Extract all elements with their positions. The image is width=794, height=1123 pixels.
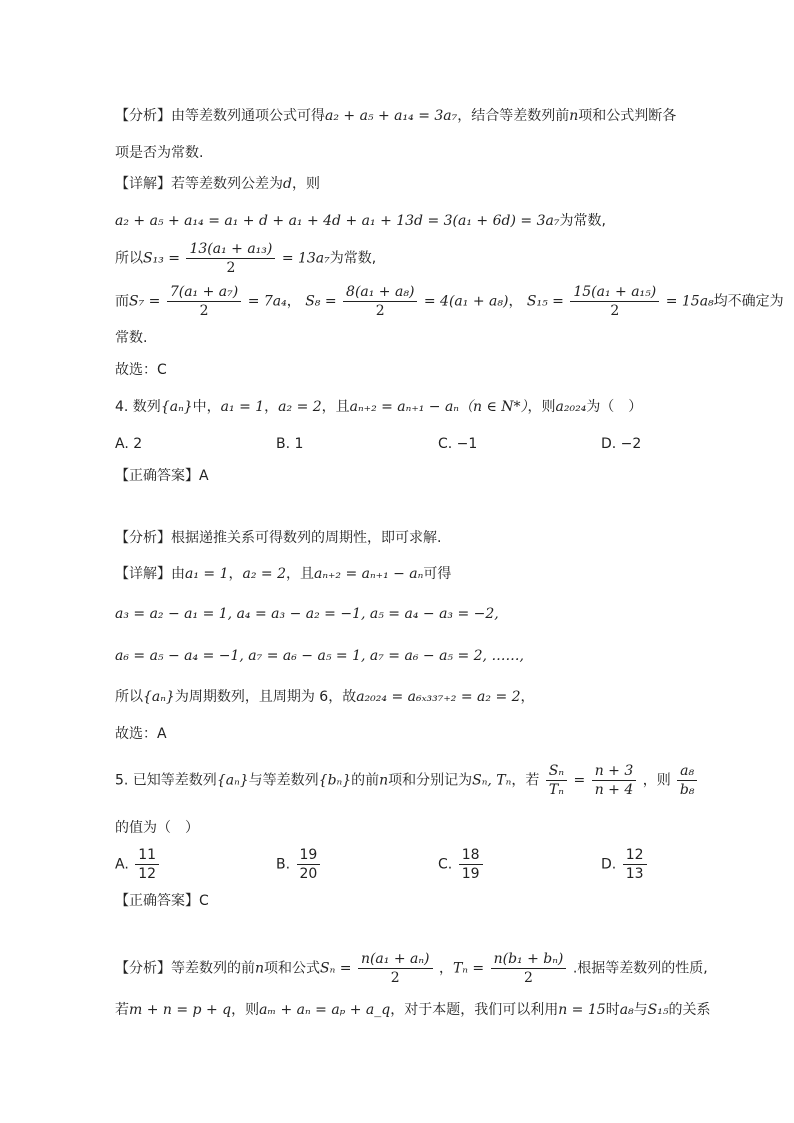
analysis-label: 【分析】 <box>115 530 171 546</box>
q5-stem-line-2: 的值为（ ） <box>115 820 199 836</box>
analysis-text: ，则 <box>231 1002 260 1018</box>
option-d[interactable] <box>601 846 649 883</box>
fraction-numerator: 19 <box>297 846 321 865</box>
option-c[interactable]: C. −1 <box>438 436 478 452</box>
fraction-numerator: 15(a₁ + a₁₅) <box>570 283 659 302</box>
math-lhs: S₁₃ = <box>143 250 180 267</box>
stem-text: 5. 已知等差数列 <box>115 772 217 789</box>
math-expr: S₁₅ <box>647 1002 669 1018</box>
option-letter: C. <box>438 856 453 873</box>
math-var: n <box>379 772 389 789</box>
stem-text: 项和分别记为 <box>388 772 473 789</box>
detail-text: 可得 <box>423 566 452 582</box>
math-expr: a₁ = 1 <box>220 399 265 415</box>
eq-prefix: 而 <box>115 293 129 310</box>
detail-label: 【详解】 <box>115 176 171 192</box>
stem-text: ，若 <box>511 772 540 789</box>
math-expr: a₂₀₂₄ <box>555 399 587 415</box>
math-expr: （n ∈ N*） <box>458 399 528 415</box>
fraction-numerator: Sₙ <box>546 762 567 781</box>
option-b[interactable] <box>276 846 322 883</box>
fraction-denominator: b₈ <box>679 782 695 798</box>
math-expr: a₂ + a₅ + a₁₄ = 3a₇ <box>325 108 458 124</box>
analysis-text: 等差数列的前 <box>171 960 255 977</box>
fraction-numerator: n(a₁ + aₙ) <box>358 950 433 969</box>
fraction <box>135 846 159 883</box>
option-a[interactable]: A. 2 <box>115 436 143 452</box>
eq-tail: 均不确定为 <box>713 293 784 310</box>
math-expr: aₙ₊₂ = aₙ₊₁ − aₙ <box>314 566 424 582</box>
stem-text: ，且 <box>321 399 350 415</box>
fraction <box>592 762 637 799</box>
math-lhs: S₈ = <box>305 293 337 310</box>
separator: ， <box>264 399 279 415</box>
fraction <box>297 846 321 883</box>
analysis-text: .根据等差数列的性质, <box>572 960 708 977</box>
fraction <box>677 762 697 799</box>
q3-detail-line <box>115 174 320 194</box>
fraction-numerator: 12 <box>623 846 647 865</box>
fraction-numerator: 7(a₁ + a₇) <box>167 283 241 302</box>
fraction-denominator: n + 4 <box>594 782 634 798</box>
analysis-text: 的关系 <box>668 1002 711 1018</box>
fraction <box>570 283 659 320</box>
fraction-numerator: 13(a₁ + a₁₃) <box>186 240 275 259</box>
math-var: n <box>569 108 579 124</box>
analysis-text: 时 <box>605 1002 620 1018</box>
fraction-denominator: 2 <box>375 303 385 319</box>
analysis-text: 与 <box>633 1002 648 1018</box>
fraction <box>491 950 567 987</box>
stem-text: ，则 <box>527 399 556 415</box>
q3-analysis-line-2: 项是否为常数. <box>115 145 204 161</box>
analysis-text: ，对于本题，我们可以利用 <box>390 1002 559 1018</box>
math-var: n <box>255 960 265 977</box>
math-lhs: Tₙ = <box>452 960 485 977</box>
concl-text: ， <box>520 689 535 705</box>
fraction-denominator: 2 <box>199 303 209 319</box>
fraction <box>167 283 241 320</box>
detail-text: ，且 <box>286 566 314 582</box>
fraction-denominator: 13 <box>625 866 644 882</box>
fraction-numerator: n + 3 <box>592 762 637 781</box>
q3-eq2 <box>115 240 376 277</box>
separator: ， <box>286 293 301 310</box>
q3-eq3-line-2: 常数. <box>115 330 148 346</box>
detail-label: 【详解】 <box>115 566 171 582</box>
stem-text: 的前 <box>351 772 380 789</box>
math-expr: aₘ + aₙ = aₚ + a_q <box>259 1002 391 1018</box>
q3-analysis-line <box>115 106 676 126</box>
q4-conclusion <box>115 687 535 707</box>
q4-stem <box>115 397 642 417</box>
fraction <box>343 283 417 320</box>
option-letter: A. <box>115 856 129 873</box>
fraction-denominator: 2 <box>524 970 533 986</box>
separator: ， <box>438 960 453 977</box>
q5-stem <box>115 762 699 799</box>
stem-text: 与等差数列 <box>248 772 319 789</box>
math-lhs: S₁₅ = <box>526 293 564 310</box>
separator: ， <box>508 293 523 310</box>
q4-detail <box>115 564 451 584</box>
math-lhs: Sₙ = <box>320 960 352 977</box>
stem-text: 中， <box>192 399 221 415</box>
math-expr: a₈ <box>619 1002 634 1018</box>
concl-text: 为周期数列，且周期为 6，故 <box>174 689 357 705</box>
fraction <box>546 762 567 799</box>
q3-eq3 <box>115 283 784 320</box>
q5-answer: 【正确答案】C <box>115 893 209 909</box>
fraction <box>358 950 433 987</box>
math-expr: {aₙ} <box>216 772 249 789</box>
math-expr: a₁ = 1 <box>185 566 229 582</box>
q3-eq1 <box>115 211 606 231</box>
fraction-denominator: Tₙ <box>548 782 564 798</box>
fraction-numerator: 18 <box>459 846 483 865</box>
analysis-text: 由等差数列通项公式可得 <box>171 108 325 124</box>
q5-analysis-line-2 <box>115 1000 710 1020</box>
detail-text: 若等差数列公差为 <box>171 176 283 192</box>
fraction-numerator: 11 <box>135 846 159 865</box>
option-letter: D. <box>601 856 617 873</box>
analysis-text: 根据递推关系可得数列的周期性，即可求解. <box>171 530 442 546</box>
concl-text: 所以 <box>115 689 143 705</box>
math-expr: n = 15 <box>558 1002 606 1018</box>
eq-tail: 为常数, <box>329 250 377 267</box>
math-expr: {aₙ} <box>143 689 175 705</box>
q4-analysis <box>115 528 441 548</box>
math-expr: {bₙ} <box>318 772 352 789</box>
fraction-numerator: a₈ <box>677 762 697 781</box>
fraction <box>623 846 647 883</box>
q4-eq2: a₆ = a₅ − a₄ = −1, a₇ = a₆ − a₅ = 1, a₇ = a₆ − a₅ = 2, ……, <box>115 648 524 664</box>
analysis-text: 若 <box>115 1002 129 1018</box>
fraction <box>459 846 483 883</box>
math-expr: a₂ = 2 <box>242 566 286 582</box>
math-var: d <box>283 176 292 192</box>
fraction <box>186 240 275 277</box>
eq-tail: 为常数, <box>559 213 606 229</box>
math-lhs: S₇ = <box>129 293 161 310</box>
analysis-label: 【分析】 <box>115 108 171 124</box>
math-rhs: = 4(a₁ + a₈) <box>423 293 509 310</box>
option-d[interactable]: D. −2 <box>601 436 642 452</box>
detail-text: 由 <box>171 566 185 582</box>
math-rhs: = 15a₈ <box>665 293 714 310</box>
analysis-text: 项和公式判断各 <box>578 108 677 124</box>
detail-text: ，则 <box>291 176 320 192</box>
math-rhs: = 13a₇ <box>281 250 330 267</box>
equals-sign: = <box>573 772 586 789</box>
separator: ， <box>228 566 243 582</box>
q5-analysis <box>115 950 708 987</box>
option-c[interactable] <box>438 846 485 883</box>
q3-choose: 故选：C <box>115 362 167 378</box>
option-b[interactable]: B. 1 <box>276 436 304 452</box>
math-rhs: = 7a₄ <box>247 293 287 310</box>
math-expr: Sₙ, Tₙ <box>472 772 512 789</box>
fraction-numerator: n(b₁ + bₙ) <box>491 950 567 969</box>
fraction-denominator: 2 <box>390 970 400 986</box>
eq-prefix: 所以 <box>115 250 143 267</box>
option-a[interactable] <box>115 846 161 883</box>
math-expr: aₙ₊₂ = aₙ₊₁ − aₙ <box>349 399 459 415</box>
option-letter: B. <box>276 856 291 873</box>
fraction-denominator: 20 <box>299 866 318 882</box>
math-expr: a₂ + a₅ + a₁₄ = a₁ + d + a₁ + 4d + a₁ + 13d = 3(a₁ + 6d) = 3a₇ <box>115 213 560 229</box>
math-expr: {aₙ} <box>160 399 193 415</box>
analysis-text: ，结合等差数列前 <box>457 108 570 124</box>
fraction-denominator: 2 <box>226 260 236 276</box>
q4-eq1: a₃ = a₂ − a₁ = 1, a₄ = a₃ − a₂ = −1, a₅ = a₄ − a₃ = −2, <box>115 606 499 622</box>
stem-text: ，则 <box>642 772 671 789</box>
fraction-denominator: 19 <box>461 866 480 882</box>
stem-text: 4. 数列 <box>115 399 161 415</box>
math-expr: a₂₀₂₄ = a₆ₓ₃₃₇₊₂ = a₂ = 2 <box>356 689 521 705</box>
q4-answer: 【正确答案】A <box>115 468 209 484</box>
fraction-numerator: 8(a₁ + a₈) <box>343 283 417 302</box>
q4-choose: 故选：A <box>115 726 167 742</box>
analysis-label: 【分析】 <box>115 960 171 977</box>
fraction-denominator: 12 <box>138 866 157 882</box>
fraction-denominator: 2 <box>610 303 620 319</box>
analysis-text: 项和公式 <box>264 960 321 977</box>
stem-text: 为（ ） <box>586 399 643 415</box>
math-expr: m + n = p + q <box>129 1002 232 1018</box>
math-expr: a₂ = 2 <box>278 399 322 415</box>
